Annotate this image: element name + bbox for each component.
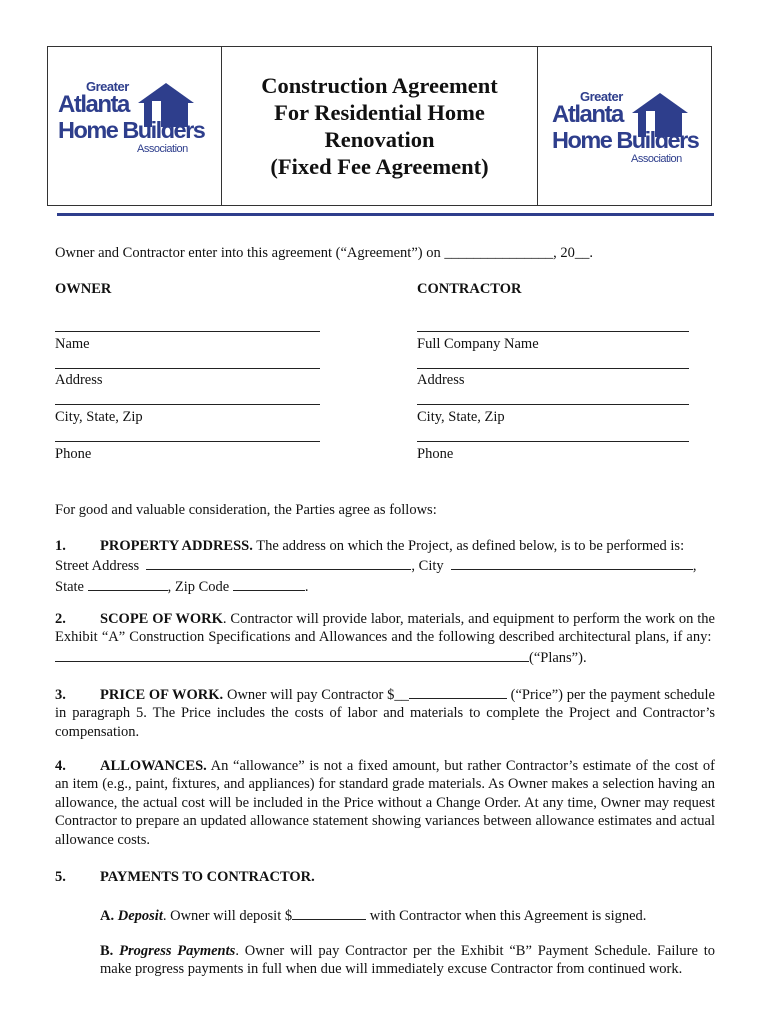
clause-label: A. — [100, 908, 118, 924]
section-4 — [55, 757, 715, 849]
section-title: PRICE OF WORK. — [100, 687, 224, 703]
owner-address-line[interactable] — [55, 368, 320, 369]
consideration-line: For good and valuable consideration, the Parties agree as follows: — [55, 502, 437, 518]
owner-city-line[interactable] — [55, 404, 320, 405]
logo-cell-left — [48, 47, 222, 205]
deposit-clause — [100, 905, 715, 925]
logo-association: Association — [137, 143, 188, 155]
logo-association: Association — [631, 153, 682, 165]
contractor-field-phone: Phone — [417, 446, 454, 462]
contractor-city-line[interactable] — [417, 404, 689, 405]
gahba-logo-left — [58, 79, 208, 164]
street-label: Street Address — [55, 558, 140, 575]
logo-home-builders: Home Builders — [58, 117, 205, 143]
zip-label: , Zip Code — [167, 578, 230, 595]
owner-field-address: Address — [55, 372, 103, 388]
contractor-name-line[interactable] — [417, 331, 689, 332]
gahba-logo-right — [552, 89, 702, 174]
city-label: , City — [411, 558, 444, 575]
section-3 — [55, 684, 715, 741]
section-1: 1. PROPERTY ADDRESS. The address on which the Project, as defined below, is to be performed is: Street Address , City , State , Zip Code . — [55, 538, 697, 595]
title-cell — [222, 47, 537, 205]
title-line-2: For Residential Home — [274, 100, 485, 125]
title-line-4: (Fixed Fee Agreement) — [270, 154, 489, 179]
street-blank[interactable] — [146, 555, 411, 570]
owner-phone-line[interactable] — [55, 441, 320, 442]
section-number: 4. — [55, 758, 66, 774]
plans-label: (“Plans”). — [529, 649, 587, 666]
state-label: State — [55, 578, 84, 595]
title-line-3: Renovation — [324, 127, 435, 152]
logo-atlanta: Atlanta — [58, 91, 129, 118]
document-title — [261, 72, 497, 180]
logo-home-builders: Home Builders — [552, 127, 699, 153]
deposit-blank[interactable] — [292, 905, 366, 920]
contractor-phone-line[interactable] — [417, 441, 689, 442]
state-blank[interactable] — [88, 576, 168, 591]
owner-heading: OWNER — [55, 281, 112, 297]
plans-blank[interactable] — [55, 647, 529, 662]
price-text: Owner will pay Contractor $__ — [223, 687, 409, 703]
section-title: PAYMENTS TO CONTRACTOR. — [100, 869, 315, 885]
deposit-text: . Owner will deposit $ — [162, 908, 293, 924]
contractor-heading: CONTRACTOR — [417, 281, 522, 297]
logo-atlanta: Atlanta — [552, 101, 623, 128]
logo-cell-right — [537, 47, 711, 205]
section-text: An “allowance” is not a fixed amount, but rather Contractor’s estimate of the cost of an item (e.g., paint, fixtures, and appliances) for standard grade materials. As Owner makes a selection having an allowance, the actual cost will be included in the Price without a Change Order. At any time, Owner may request Contractor to prepare an updated allowance statement showing variances between allowance estimates and actual allowance costs. — [55, 758, 715, 848]
logo-greater: Greater — [580, 89, 623, 104]
contractor-field-city: City, State, Zip — [417, 409, 505, 425]
city-blank[interactable] — [451, 555, 693, 570]
owner-name-line[interactable] — [55, 331, 320, 332]
deposit-text-2: with Contractor when this Agreement is signed. — [366, 908, 647, 924]
header-box — [47, 46, 712, 206]
section-number: 1. — [55, 538, 66, 554]
section-title: ALLOWANCES. — [100, 758, 207, 774]
section-number: 5. — [55, 869, 66, 885]
section-title: PROPERTY ADDRESS. — [100, 538, 253, 554]
owner-field-phone: Phone — [55, 446, 92, 462]
clause-text: . Owner will pay Contractor per the Exhibit “B” Payment Schedule. Failure to make progress payments in full when due will immediately excuse Contractor from continued work. — [100, 943, 716, 978]
clause-label: B. — [100, 943, 120, 959]
contractor-address-line[interactable] — [417, 368, 689, 369]
section-5-heading — [55, 868, 715, 886]
intro-line: Owner and Contractor enter into this agreement (“Agreement”) on _______________, 20__. — [55, 245, 593, 261]
clause-title: Progress Payments — [119, 943, 236, 959]
title-line-1: Construction Agreement — [261, 73, 498, 98]
period: . — [304, 578, 309, 595]
contractor-field-name: Full Company Name — [417, 336, 539, 352]
progress-payments-clause — [100, 942, 715, 979]
section-number: 2. — [55, 611, 66, 627]
header-divider — [57, 213, 714, 216]
price-blank[interactable] — [409, 684, 507, 699]
section-number: 3. — [55, 687, 66, 703]
logo-greater: Greater — [86, 79, 129, 94]
contractor-field-address: Address — [417, 372, 465, 388]
section-title: SCOPE OF WORK — [100, 611, 223, 627]
section-text: (“Price”) per the payment schedule in paragraph 5. The Price includes the costs of labor and materials to complete the Project and Contractor’s compensation. — [55, 687, 715, 740]
zip-blank[interactable] — [233, 576, 305, 591]
section-text: . Contractor will provide labor, materials, and equipment to perform the work on the Exhibit “A” Construction Specifications and Allowances and the following described architectural plans, if any: — [55, 611, 715, 646]
section-text: The address on which the Project, as defined below, is to be performed is: — [252, 538, 685, 554]
owner-field-city: City, State, Zip — [55, 409, 143, 425]
section-2 — [55, 610, 715, 667]
owner-field-name: Name — [55, 336, 90, 352]
clause-title: Deposit — [117, 908, 163, 924]
